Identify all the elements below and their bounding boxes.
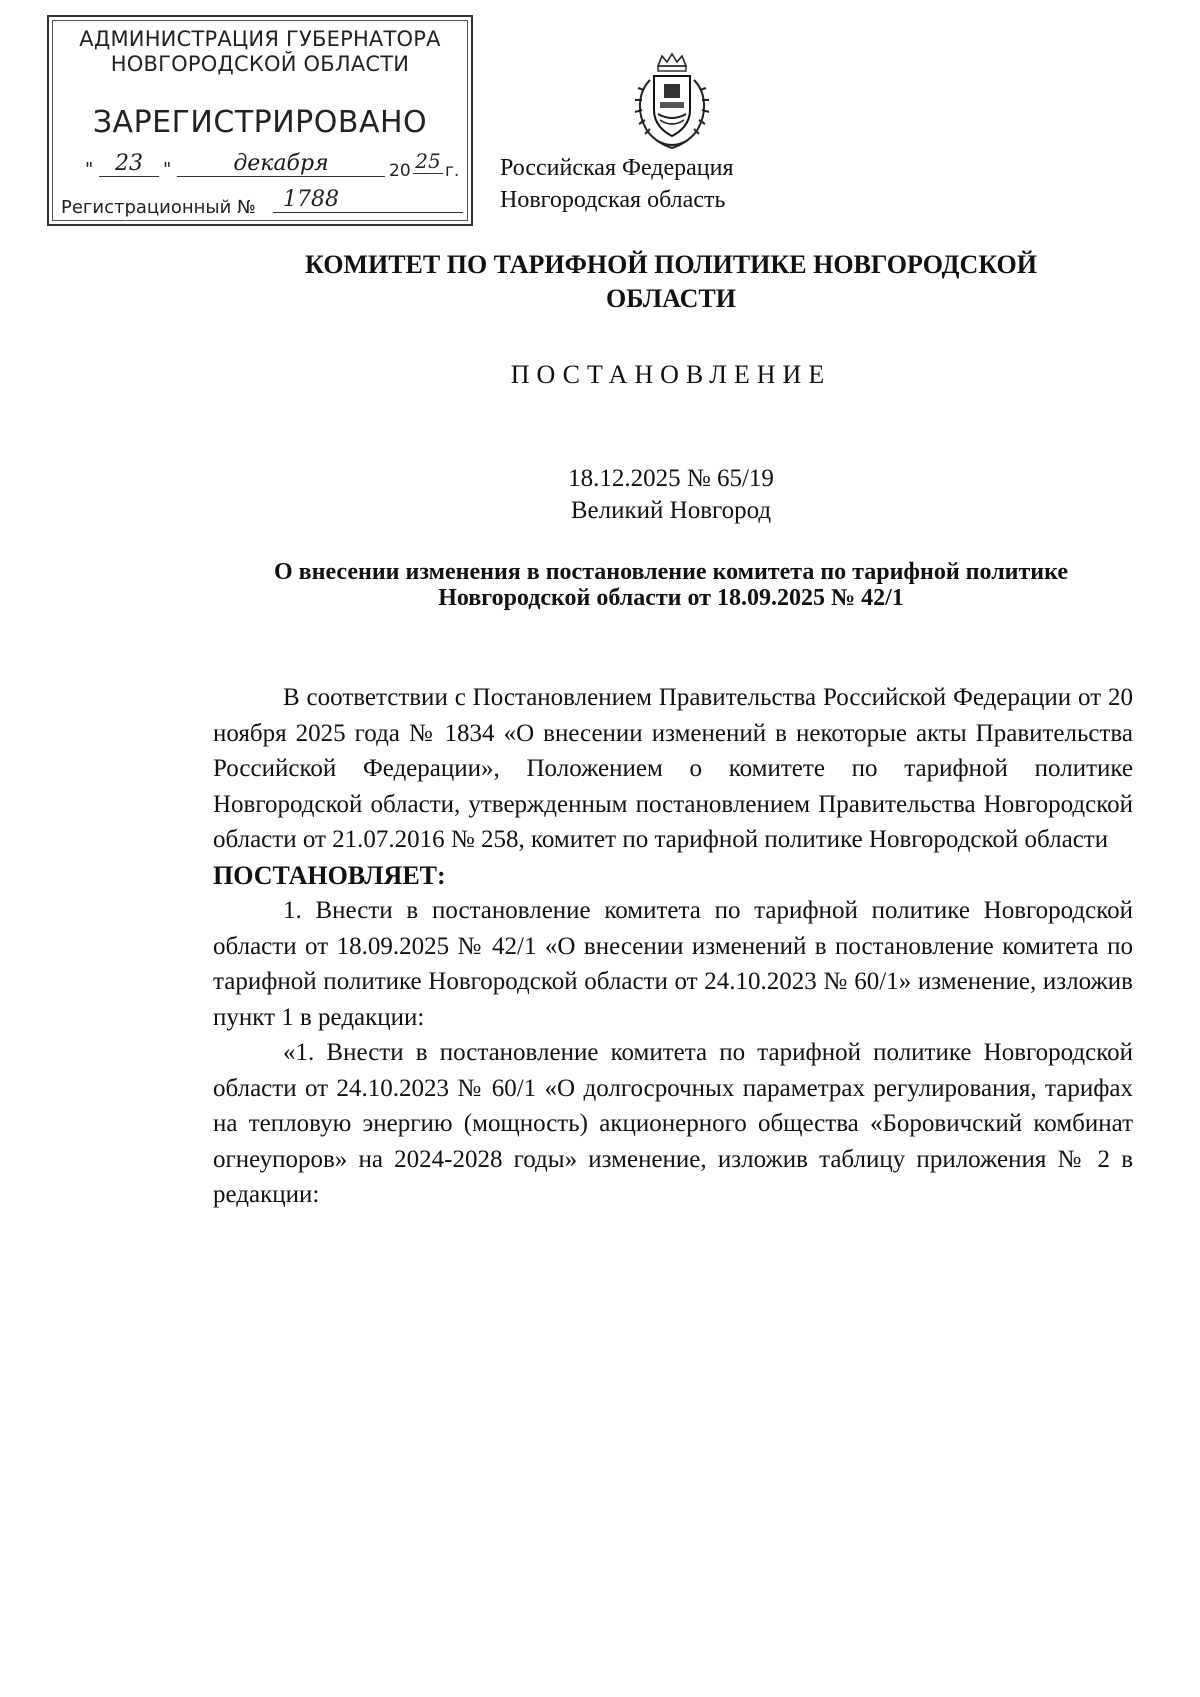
- stamp-regnum-label: Регистрационный №: [61, 197, 256, 218]
- decree-number-block: [215, 463, 1127, 527]
- decree-subject: [205, 559, 1137, 611]
- committee-title: [215, 248, 1127, 316]
- stamp-org-line2: НОВГОРОДСКОЙ ОБЛАСТИ: [110, 52, 410, 76]
- decree-body: [213, 680, 1133, 1213]
- stamp-year: 25: [413, 149, 443, 174]
- decree-number: 18.12.2025 № 65/19: [568, 465, 774, 492]
- region-name: Новгородская область: [500, 187, 726, 213]
- stamp-year-prefix: 20: [389, 161, 411, 181]
- country-region-header: [500, 152, 800, 216]
- item-1-new-text-paragraph: «1. Внести в постановление комитета по тарифной политике Новгородской области от 24.10.2023 № 60/1 «О долгосрочных параметрах регулирования, тарифах на тепловую энергию (мощность) акционерного общества «Боровичский комбинат огнеупоров» на 2024-2028 годы» изменение, изложив таблицу приложения № 2 в редакции:: [213, 1039, 1133, 1208]
- stamp-registration-number: [61, 187, 471, 221]
- stamp-day: 23: [99, 151, 159, 177]
- stamp-org-line1: АДМИНИСТРАЦИЯ ГУБЕРНАТОРА: [79, 27, 441, 51]
- stamp-year-suffix: г.: [445, 161, 460, 181]
- country-name: Российская Федерация: [500, 155, 734, 181]
- stamp-quote-close: ": [163, 159, 172, 180]
- stamp-month: декабря: [177, 151, 385, 177]
- resolves-heading: ПОСТАНОВЛЯЕТ:: [213, 860, 446, 890]
- decree-subject-line1: О внесении изменения в постановление комитета по тарифной политике: [274, 559, 1068, 585]
- decree-title: ПОСТАНОВЛЕНИЕ: [510, 360, 832, 389]
- stamp-quote-open: ": [85, 159, 94, 180]
- decree-city: Великий Новгород: [570, 497, 772, 524]
- stamp-date: [85, 149, 460, 185]
- registration-stamp: [47, 15, 473, 226]
- committee-title-line2: ОБЛАСТИ: [606, 284, 736, 313]
- coat-of-arms-icon: [630, 52, 714, 152]
- stamp-organization: [49, 27, 471, 77]
- stamp-registered-label: ЗАРЕГИСТРИРОВАНО: [92, 105, 428, 140]
- stamp-regnum-value: 1788: [273, 187, 463, 213]
- item-1-paragraph: 1. Внести в постановление комитета по тарифной политике Новгородской области от 18.09.2025 № 42/1 «О внесении изменений в постановление комитета по тарифной политике Новгородской области от 24.10.2023 № 60/1» изменение, изложив пункт 1 в редакции:: [213, 897, 1133, 1031]
- preamble-paragraph: В соответствии с Постановлением Правительства Российской Федерации от 20 ноября 2025 года № 1834 «О внесении изменений в некоторые акты Правительства Российской Федерации», Положением о комитете по тарифной политике Новгородской области, утвержденным постановлением Правительства Новгородской области от 21.07.2016 № 258, комитет по тарифной политике Новгородской области: [213, 684, 1133, 853]
- decree-subject-line2: Новгородской области от 18.09.2025 № 42/1: [438, 585, 904, 611]
- committee-title-line1: КОМИТЕТ ПО ТАРИФНОЙ ПОЛИТИКЕ НОВГОРОДСКОЙ: [305, 250, 1037, 279]
